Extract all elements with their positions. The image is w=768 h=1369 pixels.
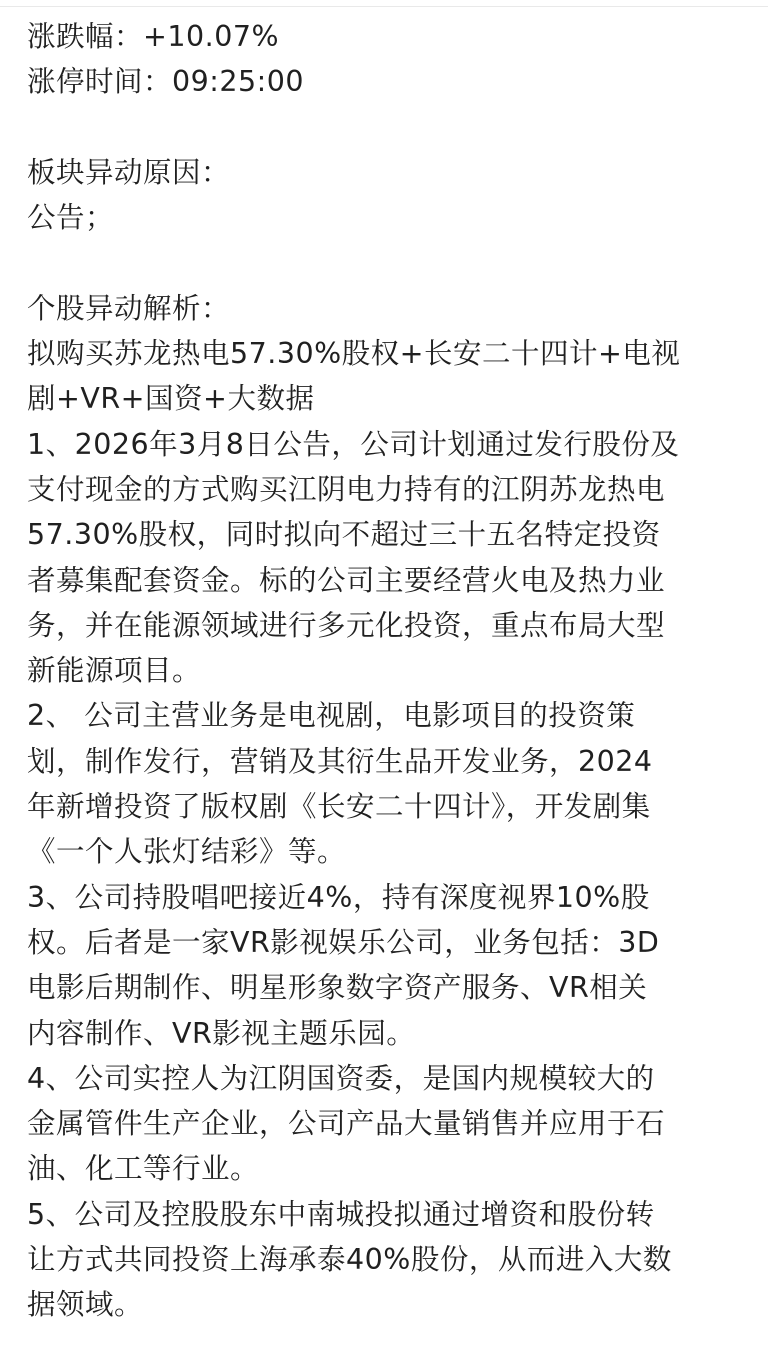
stock-analysis-title: 个股异动解析： xyxy=(27,291,231,325)
point-2-line: 划，制作发行，营销及其衍生品开发业务，2024 xyxy=(27,744,653,778)
point-4-line: 油、化工等行业。 xyxy=(27,1152,260,1186)
point-1-line: 57.30%股权，同时拟向不超过三十五名特定投资 xyxy=(27,518,661,552)
change-percent-line: 涨跌幅：+10.07% xyxy=(27,20,280,53)
point-4-line: 金属管件生产企业，公司产品大量销售并应用于石 xyxy=(27,1107,666,1141)
point-1-line: 1、2026年3月8日公告，公司计划通过发行股份及 xyxy=(27,427,680,461)
point-1-line: 者募集配套资金。标的公司主要经营火电及热力业 xyxy=(27,563,666,597)
point-5-line: 5、公司及控股股东中南城投拟通过增资和股份转 xyxy=(27,1197,655,1231)
point-5-line: 据领域。 xyxy=(27,1288,144,1322)
top-divider xyxy=(0,6,768,7)
sector-reason-value: 公告； xyxy=(27,201,115,235)
point-3-line: 权。后者是一家VR影视娱乐公司，业务包括：3D xyxy=(27,925,660,959)
point-2-line: 2、 公司主营业务是电视剧，电影项目的投资策 xyxy=(27,699,636,733)
point-3-line: 3、公司持股唱吧接近4%，持有深度视界10%股 xyxy=(27,880,650,914)
point-1-line: 新能源项目。 xyxy=(27,654,202,688)
point-2-line: 《一个人张灯结彩》等。 xyxy=(27,835,347,869)
point-3-line: 电影后期制作、明星形象数字资产服务、VR相关 xyxy=(27,971,648,1005)
point-2-line: 年新增投资了版权剧《长安二十四计》，开发剧集 xyxy=(27,790,651,824)
summary-line: 剧+VR+国资+大数据 xyxy=(27,382,315,416)
summary-line: 拟购买苏龙热电57.30%股权+长安二十四计+电视 xyxy=(27,337,681,371)
spacer xyxy=(27,240,744,285)
spacer xyxy=(27,105,744,150)
point-5-line: 让方式共同投资上海承泰40%股份，从而进入大数 xyxy=(27,1243,672,1277)
sector-reason-title: 板块异动原因： xyxy=(27,155,231,189)
limit-up-time-line: 涨停时间：09:25:00 xyxy=(27,65,304,99)
stock-news-body xyxy=(0,14,768,1328)
point-4-line: 4、公司实控人为江阴国资委，是国内规模较大的 xyxy=(27,1061,655,1095)
point-3-line: 内容制作、VR影视主题乐园。 xyxy=(27,1016,416,1050)
point-1-line: 支付现金的方式购买江阴电力持有的江阴苏龙热电 xyxy=(27,472,666,506)
point-1-line: 务，并在能源领域进行多元化投资，重点布局大型 xyxy=(27,608,666,642)
